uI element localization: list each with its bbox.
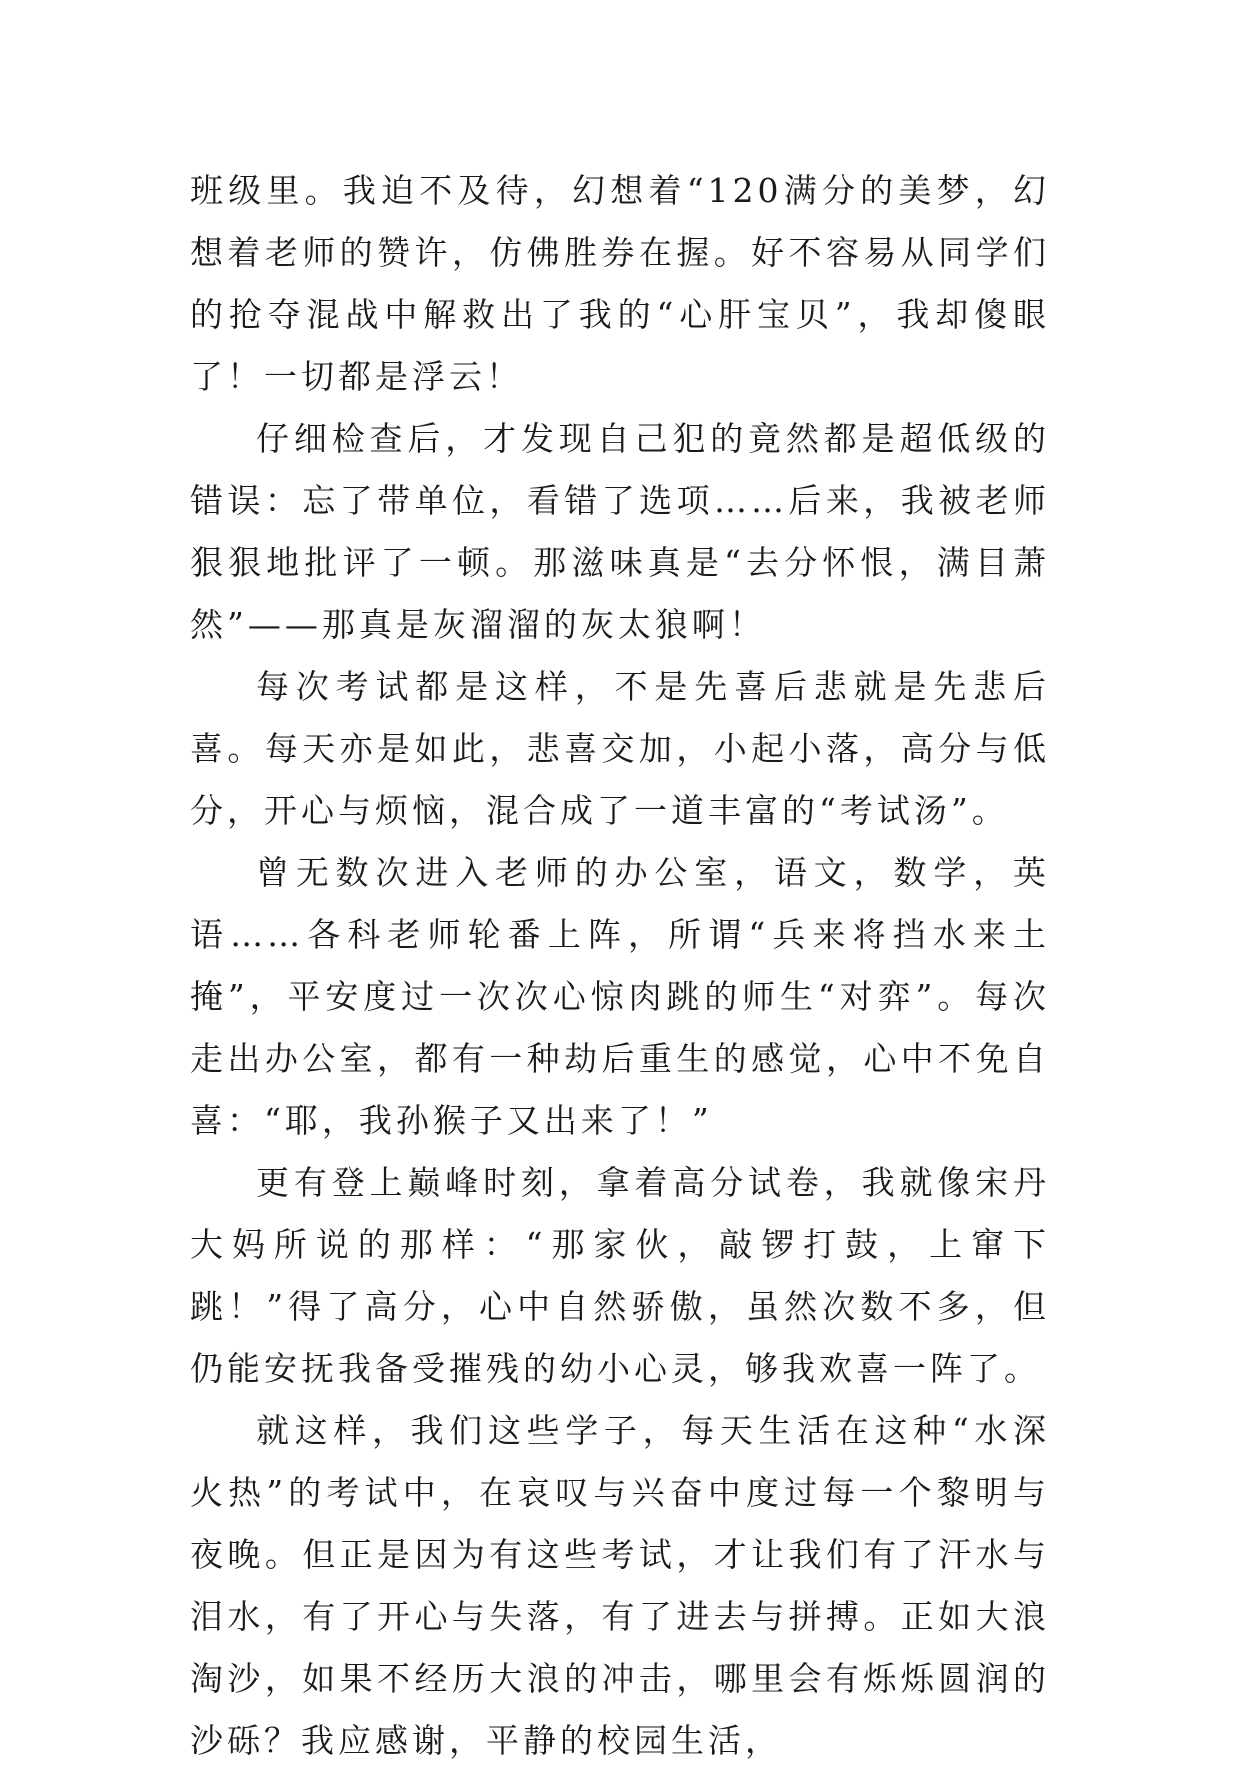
paragraph-6: 就这样，我们这些学子，每天生活在这种“水深火热”的考试中，在哀叹与兴奋中度过每一个黎明与夜晚。但正是因为有这些考试，才让我们有了汗水与泪水，有了开心与失落，有了进去与拼搏。正如大浪淘沙，如果不经历大浪的冲击，哪里会有烁烁圆润的沙砾？我应感谢，平静的校园生活， [190,1411,1050,1760]
body-text [190,160,1050,1772]
paragraph-4: 曾无数次进入老师的办公室，语文，数学，英语……各科老师轮番上阵，所谓“兵来将挡水来土掩”，平安度过一次次心惊肉跳的师生“对弈”。每次走出办公室，都有一种劫后重生的感觉，心中不免自喜：“耶，我孙猴子又出来了！” [190,853,1050,1140]
paragraph-3: 每次考试都是这样，不是先喜后悲就是先悲后喜。每天亦是如此，悲喜交加，小起小落，高分与低分，开心与烦恼，混合成了一道丰富的“考试汤”。 [190,667,1050,830]
paragraph-5: 更有登上巅峰时刻，拿着高分试卷，我就像宋丹大妈所说的那样：“那家伙，敲锣打鼓，上窜下跳！”得了高分，心中自然骄傲，虽然次数不多，但仍能安抚我备受摧残的幼小心灵，够我欢喜一阵了。 [190,1163,1050,1388]
paragraph-1: 班级里。我迫不及待，幻想着“120满分的美梦，幻想着老师的赞许，仿佛胜券在握。好不容易从同学们的抢夺混战中解救出了我的“心肝宝贝”，我却傻眼了！一切都是浮云！ [190,171,1050,396]
paragraph-2: 仔细检查后，才发现自己犯的竟然都是超低级的错误：忘了带单位，看错了选项……后来，我被老师狠狠地批评了一顿。那滋味真是“去分怀恨，满目萧然”——那真是灰溜溜的灰太狼啊！ [190,419,1050,644]
